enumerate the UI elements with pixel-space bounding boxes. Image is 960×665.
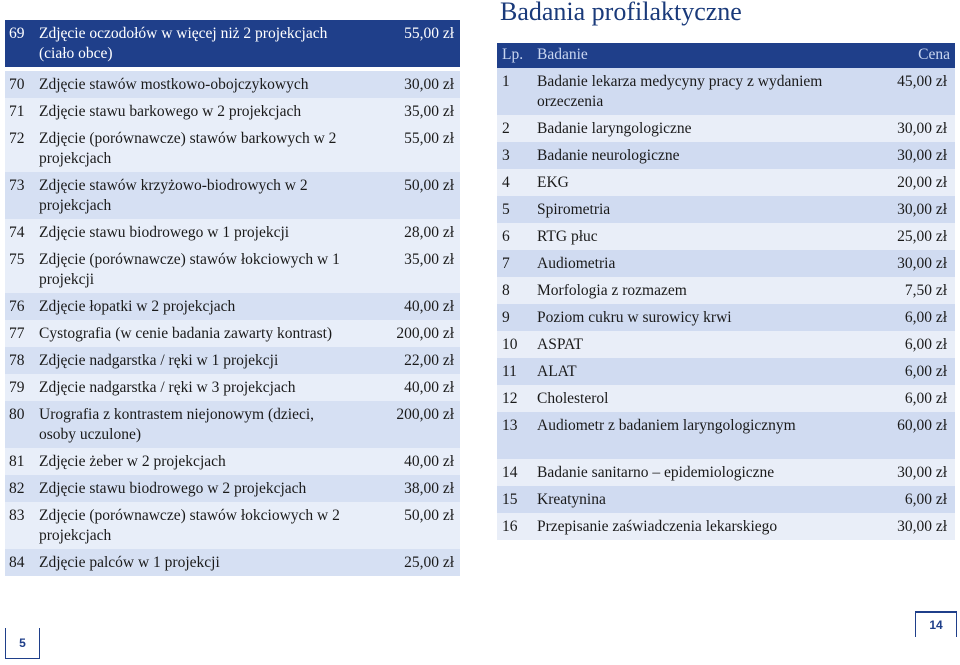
row-name: Audiometr z badaniem laryngologicznym xyxy=(532,412,832,459)
table-row xyxy=(497,115,955,142)
table-row xyxy=(497,196,955,223)
row-name: Badanie neurologiczne xyxy=(532,142,832,169)
page-number-left: 5 xyxy=(5,628,40,659)
row-number: 13 xyxy=(497,412,532,459)
row-price: 30,00 zł xyxy=(832,513,955,540)
table-row xyxy=(497,358,955,385)
table-row xyxy=(497,277,955,304)
row-price: 6,00 zł xyxy=(832,304,955,331)
row-name: Spirometria xyxy=(532,196,832,223)
row-price: 35,00 zł xyxy=(350,98,460,125)
row-name: EKG xyxy=(532,169,832,196)
table-row xyxy=(497,385,955,412)
table-row xyxy=(497,459,955,486)
row-price: 30,00 zł xyxy=(350,71,460,98)
table-row xyxy=(5,98,460,125)
row-name: Zdjęcie (porównawcze) stawów łokciowych w 2 projekcjach xyxy=(35,502,350,549)
row-number: 2 xyxy=(497,115,532,142)
table-row xyxy=(5,20,460,67)
row-number: 72 xyxy=(5,125,35,172)
row-number: 80 xyxy=(5,401,35,448)
row-name: Zdjęcie stawu biodrowego w 2 projekcjach xyxy=(35,475,350,502)
table-row xyxy=(5,125,460,172)
row-name: ASPAT xyxy=(532,331,832,358)
table-row xyxy=(497,486,955,513)
row-price: 25,00 zł xyxy=(832,223,955,250)
row-price: 22,00 zł xyxy=(350,347,460,374)
row-name: Kreatynina xyxy=(532,486,832,513)
table-row xyxy=(5,401,460,448)
column-header-exam: Badanie xyxy=(532,43,832,68)
row-name: Zdjęcie oczodołów w więcej niż 2 projekcjach (ciało obce) xyxy=(35,20,350,67)
table-row xyxy=(5,448,460,475)
row-name: ALAT xyxy=(532,358,832,385)
row-name: Zdjęcie stawu biodrowego w 1 projekcji xyxy=(35,219,350,246)
row-number: 84 xyxy=(5,549,35,576)
table-row xyxy=(5,172,460,219)
table-row xyxy=(497,412,955,459)
row-price: 50,00 zł xyxy=(350,502,460,549)
row-number: 81 xyxy=(5,448,35,475)
row-name: Badanie lekarza medycyny pracy z wydaniem orzeczenia xyxy=(532,68,832,115)
row-number: 3 xyxy=(497,142,532,169)
row-name: Zdjęcie nadgarstka / ręki w 1 projekcji xyxy=(35,347,350,374)
row-price: 7,50 zł xyxy=(832,277,955,304)
table-row xyxy=(497,513,955,540)
row-price: 6,00 zł xyxy=(832,358,955,385)
row-number: 1 xyxy=(497,68,532,115)
row-number: 11 xyxy=(497,358,532,385)
row-number: 83 xyxy=(5,502,35,549)
row-price: 45,00 zł xyxy=(832,68,955,115)
row-number: 82 xyxy=(5,475,35,502)
row-number: 10 xyxy=(497,331,532,358)
table-row xyxy=(497,250,955,277)
row-number: 79 xyxy=(5,374,35,401)
row-price: 200,00 zł xyxy=(350,320,460,347)
row-price: 30,00 zł xyxy=(832,250,955,277)
table-row xyxy=(5,475,460,502)
row-price: 38,00 zł xyxy=(350,475,460,502)
row-price: 40,00 zł xyxy=(350,448,460,475)
row-price: 60,00 zł xyxy=(832,412,955,459)
table-row xyxy=(5,549,460,576)
row-number: 77 xyxy=(5,320,35,347)
table-row xyxy=(5,502,460,549)
row-price: 6,00 zł xyxy=(832,486,955,513)
row-number: 70 xyxy=(5,71,35,98)
left-price-table xyxy=(5,20,460,576)
row-price: 40,00 zł xyxy=(350,293,460,320)
row-name: Zdjęcie stawu barkowego w 2 projekcjach xyxy=(35,98,350,125)
row-number: 6 xyxy=(497,223,532,250)
row-name: Cholesterol xyxy=(532,385,832,412)
row-name: Zdjęcie łopatki w 2 projekcjach xyxy=(35,293,350,320)
row-price: 6,00 zł xyxy=(832,385,955,412)
row-name: Badanie sanitarno – epidemiologiczne xyxy=(532,459,832,486)
row-number: 73 xyxy=(5,172,35,219)
row-name: Przepisanie zaświadczenia lekarskiego xyxy=(532,513,832,540)
row-number: 71 xyxy=(5,98,35,125)
row-number: 12 xyxy=(497,385,532,412)
table-row xyxy=(497,223,955,250)
row-number: 8 xyxy=(497,277,532,304)
row-name: Poziom cukru w surowicy krwi xyxy=(532,304,832,331)
column-header-number: Lp. xyxy=(497,43,532,68)
table-row xyxy=(497,68,955,115)
table-row xyxy=(5,293,460,320)
row-price: 28,00 zł xyxy=(350,219,460,246)
table-row xyxy=(497,169,955,196)
row-name: Audiometria xyxy=(532,250,832,277)
row-price: 35,00 zł xyxy=(350,246,460,293)
row-name: Zdjęcie stawów mostkowo-obojczykowych xyxy=(35,71,350,98)
row-price: 200,00 zł xyxy=(350,401,460,448)
row-price: 40,00 zł xyxy=(350,374,460,401)
row-price: 30,00 zł xyxy=(832,115,955,142)
row-name: Zdjęcie (porównawcze) stawów barkowych w 2 projekcjach xyxy=(35,125,350,172)
column-header-price: Cena xyxy=(832,43,955,68)
row-price: 55,00 zł xyxy=(350,125,460,172)
row-number: 16 xyxy=(497,513,532,540)
row-number: 14 xyxy=(497,459,532,486)
row-number: 9 xyxy=(497,304,532,331)
row-number: 15 xyxy=(497,486,532,513)
row-number: 75 xyxy=(5,246,35,293)
table-row xyxy=(5,246,460,293)
table-row xyxy=(497,142,955,169)
row-price: 30,00 zł xyxy=(832,459,955,486)
row-name: Cystografia (w cenie badania zawarty kontrast) xyxy=(35,320,350,347)
row-name: Zdjęcie (porównawcze) stawów łokciowych w 1 projekcji xyxy=(35,246,350,293)
table-row xyxy=(5,347,460,374)
row-number: 74 xyxy=(5,219,35,246)
row-number: 76 xyxy=(5,293,35,320)
row-price: 6,00 zł xyxy=(832,331,955,358)
table-header-row xyxy=(497,43,955,68)
row-number: 78 xyxy=(5,347,35,374)
row-name: RTG płuc xyxy=(532,223,832,250)
row-price: 30,00 zł xyxy=(832,142,955,169)
row-name: Zdjęcie nadgarstka / ręki w 3 projekcjach xyxy=(35,374,350,401)
table-row xyxy=(5,374,460,401)
row-name: Morfologia z rozmazem xyxy=(532,277,832,304)
row-name: Badanie laryngologiczne xyxy=(532,115,832,142)
row-name: Zdjęcie żeber w 2 projekcjach xyxy=(35,448,350,475)
page-number-right: 14 xyxy=(915,613,957,637)
preventive-exams-table xyxy=(497,43,955,540)
table-row xyxy=(5,71,460,98)
row-price: 20,00 zł xyxy=(832,169,955,196)
table-row xyxy=(497,331,955,358)
row-number: 4 xyxy=(497,169,532,196)
row-price: 25,00 zł xyxy=(350,549,460,576)
row-price: 50,00 zł xyxy=(350,172,460,219)
table-row xyxy=(5,219,460,246)
row-price: 30,00 zł xyxy=(832,196,955,223)
section-title: Badania profilaktyczne xyxy=(500,0,742,26)
table-row xyxy=(497,304,955,331)
row-name: Urografia z kontrastem niejonowym (dzieci, osoby uczulone) xyxy=(35,401,350,448)
row-number: 7 xyxy=(497,250,532,277)
row-name: Zdjęcie palców w 1 projekcji xyxy=(35,549,350,576)
row-number: 5 xyxy=(497,196,532,223)
row-name: Zdjęcie stawów krzyżowo-biodrowych w 2 projekcjach xyxy=(35,172,350,219)
row-number: 69 xyxy=(5,20,35,67)
table-row xyxy=(5,320,460,347)
row-price: 55,00 zł xyxy=(350,20,460,67)
